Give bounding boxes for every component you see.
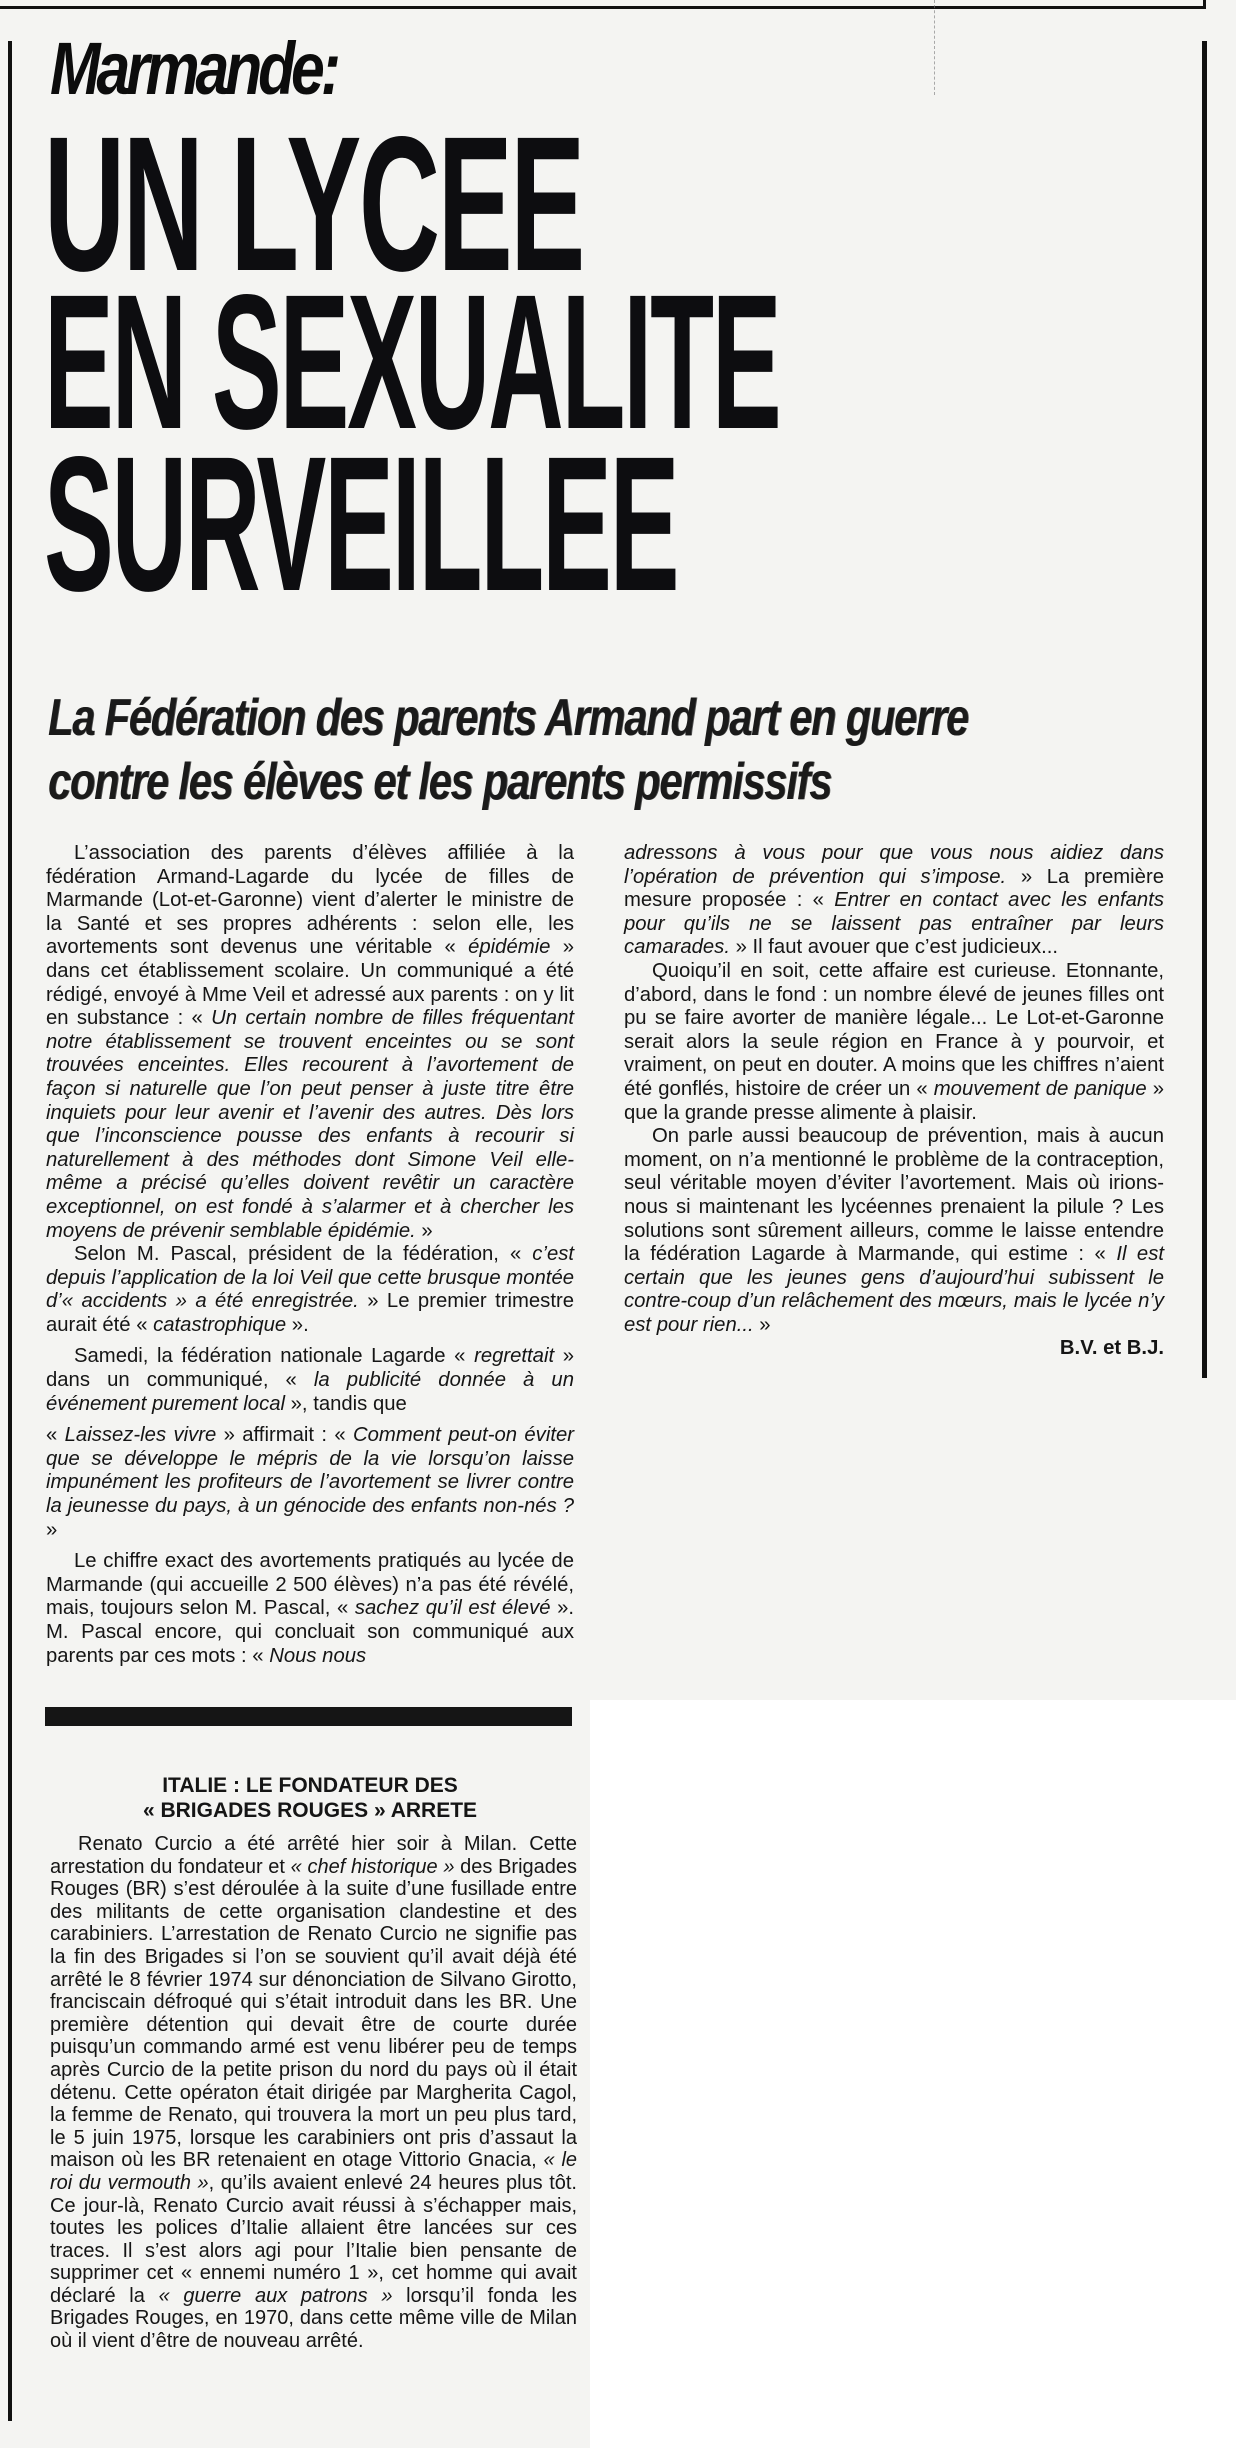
article-paragraph [46, 1243, 574, 1337]
headline-line-3: SURVEILLEE [44, 416, 678, 631]
text-run: L’association des parents d’élèves affiliée à la fédération Armand-Lagarde du lycée de filles de Marmande (Lot-et-Garonne) vient d’alerter le ministre de la Santé et ses propres adhérents : selon elle, les avortements sont devenus une véritable « [46, 842, 574, 959]
text-run: lorsqu’il fonda les Brigades Rouges, en 1970, dans cette même ville de Milan où il vient d’être de nouveau arrêté. [50, 2284, 577, 2353]
quoted-text: Comment peut-on éviter que se développe le mépris de la vie lorsqu’on laisse impunément les profiteurs de l’avortement se livrer contre la jeunesse du pays, à un génocide des enfants non-nés ? [46, 1424, 574, 1518]
quoted-text: épidémie [468, 936, 551, 959]
quoted-text: « le roi du vermouth » [50, 2149, 578, 2194]
headline-line-1: UN LYCEE [44, 96, 583, 311]
quoted-text: Entrer en contact avec les enfants pour qu’ils ne se laissent pas entraîner par leurs camarades. [624, 889, 1164, 959]
quoted-text: adressons à vous pour que vous nous aidiez dans l’opération de prévention qui s’impose. [624, 842, 1164, 888]
quoted-text: mouvement de panique [933, 1077, 1147, 1100]
article-paragraph [624, 960, 1164, 1125]
text-run: Samedi, la fédération nationale Lagarde « [74, 1345, 475, 1368]
quoted-text: la publicité donnée à un événement purement local [46, 1369, 574, 1415]
quoted-text: c’est depuis l’application de la loi Veil que cette brusque montée d’« accidents » a été enregistrée. [46, 1243, 574, 1313]
text-run: Selon M. Pascal, président de la fédération, « [74, 1243, 533, 1266]
brief-paragraph [50, 1833, 577, 2353]
top-border-rule [0, 6, 1206, 9]
text-run: » Il faut avouer que c’est judicieux... [729, 936, 1059, 959]
text-run: Quoiqu’il en soit, cette affaire est curieuse. Etonnante, d’abord, dans le fond : un nombre élevé de jeunes filles ont pu se faire avorter de manière légale... Le Lot-et-Garonne serait alors la seule région en France à y pourvoir, et vraiment, on peut en douter. A moins que les chiffres n’aient été gonflés, histoire de créer un « [624, 959, 1164, 1100]
fold-mark [934, 0, 936, 95]
brief-headline [46, 1773, 574, 1823]
deck-line-2: contre les élèves et les parents permissifs [48, 753, 832, 811]
text-run: » dans un communiqué, « [46, 1345, 574, 1392]
text-run: » [415, 1219, 433, 1242]
article-column-1 [46, 842, 574, 1668]
article-paragraph [624, 1125, 1164, 1337]
quoted-text: regrettait [474, 1345, 555, 1368]
text-run: Le chiffre exact des avortements pratiqués au lycée de Marmande (qui accueille 2 500 élèves) n’a pas été révélé, mais, toujours selon M. Pascal, « [46, 1550, 574, 1620]
headline-line-2: EN SEXUALITE [44, 254, 780, 469]
text-run: » affirmait : « [216, 1424, 353, 1447]
text-run: , qu’ils avaient enlevé 24 heures plus tôt. Ce jour-là, Renato Curcio avait réussi à s’échapper mais, toutes les polices d’Italie allaient être lancées sur ces traces. Il s’est alors agi pour l’Italie bien pensante de supprimer cet « ennemi numéro 1 », cet homme qui avait déclaré la [50, 2171, 577, 2307]
right-border-rule [1202, 41, 1207, 1378]
text-run: des Brigades Rouges (BR) s’est déroulée à la suite d’une fusillade entre des militants de cette organisation clandestine et des carabiniers. L’arrestation de Renato Curcio ne signifie pas la fin des Brigades si l’on se souvient qu’il avait déjà été arrêté le 8 février 1974 sur dénonciation de Silvano Girotto, franciscain défroqué qui s’était introduit dans les BR. Une première détention qui devait être de courte durée puisqu’un commando armé est venu libérer peu de temps après Curcio de la petite prison du nord du pays où il était détenu. Cette opératon était dirigée par Margherita Cagol, la femme de Renato, qui trouvera la mort un peu plus tard, le 5 juin 1975, lorsque les carabiniers ont pris d’assaut la maison où les BR retenaient en otage Vittorio Gnacia, [50, 1855, 578, 2172]
text-run: » dans cet établissement scolaire. Un communiqué a été rédigé, envoyé à Mme Veil et adressé aux parents : on y lit en substance : « [46, 936, 574, 1030]
article-paragraph [46, 842, 574, 1243]
quoted-text: « guerre aux patrons » [158, 2284, 393, 2307]
text-run: » La première mesure proposée : « [624, 865, 1164, 912]
quoted-text: Un certain nombre de filles fréquentant notre établissement se trouvent enceintes ou se sont trouvées enceintes. Elles recourent à l’avortement de façon si naturelle que l’on peut penser à juste titre être inquiets pour leur avenir et l’avenir des autres. Dès lors que l’inconscience pousse des enfants à recourir si naturellement à des méthodes dont Simone Veil elle-même a précisé qu’elles doivent revêtir un caractère exceptionnel, on est fondé à s’alarmer et à chercher les moyens de prévenir semblable épidémie. [46, 1007, 574, 1242]
text-run: » [753, 1313, 771, 1336]
text-run: On parle aussi beaucoup de prévention, mais à aucun moment, on n’a mentionné le problème de la contraception, seul véritable moyen d’éviter l’avortement. Mais où irions-nous si maintenant les lycéennes prenaient la pilule ? Les solutions sont sûrement ailleurs, comme le laisse entendre la fédération Lagarde à Marmande, qui estime : « [624, 1125, 1164, 1266]
quoted-text: Il est certain que les jeunes gens d’aujourd’hui subissent le contre-coup d’un relâchement des mœurs, mais le lycée n’y est pour rien... [624, 1243, 1164, 1336]
text-run: « [46, 1424, 65, 1447]
article-paragraph [46, 1550, 574, 1668]
article-paragraph [46, 1424, 574, 1542]
brief-headline-line-2: « BRIGADES ROUGES » ARRETE [142, 1799, 478, 1822]
text-run: » que la grande presse alimente à plaisir. [624, 1077, 1164, 1124]
kicker-location: Marmande: [50, 27, 337, 110]
text-run: », tandis que [285, 1392, 407, 1415]
article-column-2 [624, 842, 1164, 1361]
text-run: » [46, 1518, 58, 1541]
text-run: Renato Curcio a été arrêté hier soir à Milan. Cette arrestation du fondateur et [50, 1833, 577, 1878]
quoted-text: Laissez-les vivre [64, 1424, 217, 1447]
brief-headline-line-1: ITALIE : LE FONDATEUR DES [162, 1774, 458, 1797]
quoted-text: Nous nous [269, 1644, 367, 1667]
text-run: ». M. Pascal encore, qui concluait son communiqué aux parents par ces mots : « [46, 1597, 575, 1667]
deck-line-1: La Fédération des parents Armand part en guerre [48, 689, 968, 747]
text-run: ». [286, 1313, 309, 1336]
article-paragraph [624, 842, 1164, 960]
article-paragraph [46, 1345, 574, 1416]
byline-signature: B.V. et B.J. [1059, 1337, 1164, 1360]
section-divider-bar [45, 1707, 572, 1726]
text-run: » Le premier trimestre aurait été « [46, 1290, 574, 1336]
top-right-border-rule [1203, 0, 1206, 9]
quoted-text: « chef historique » [290, 1855, 455, 1878]
brief-body [50, 1833, 577, 2353]
quoted-text: catastrophique [153, 1313, 287, 1336]
left-border-rule [8, 41, 12, 2421]
blank-paper-area [590, 1700, 1236, 2448]
quoted-text: sachez qu’il est élevé [354, 1597, 551, 1620]
